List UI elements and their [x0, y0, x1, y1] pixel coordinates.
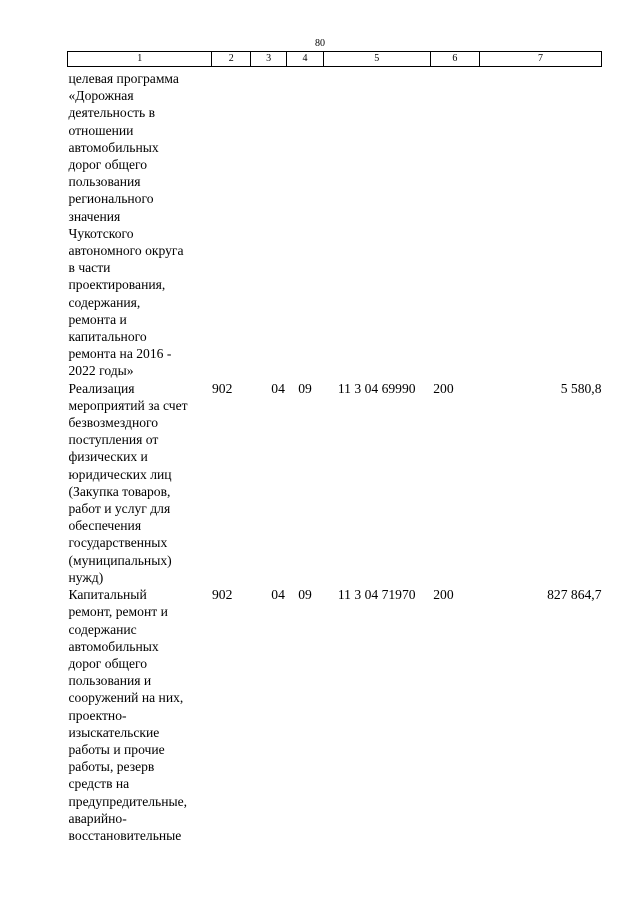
row-name-line: работы и прочие	[68, 741, 165, 757]
row-name-cell	[68, 67, 212, 380]
row-name-cell	[68, 380, 212, 586]
row-name-line: значения	[68, 208, 121, 224]
row-name-line: 2022 годы»	[68, 363, 134, 379]
expense-type-cell: 200	[433, 380, 454, 396]
row-name-line: ремонт, ремонт и	[68, 604, 168, 620]
column-header-4: 4	[287, 52, 323, 67]
row-name-line: предупредительные,	[68, 793, 188, 809]
row-name-line: нужд)	[68, 569, 104, 585]
row-name-line: целевая программа	[68, 71, 179, 86]
row-name-line: юридических лиц	[68, 466, 172, 482]
row-name-line: проектирования,	[68, 277, 166, 293]
row-name-line: Реализация	[68, 380, 135, 396]
row-name-line: изыскательские	[68, 724, 160, 740]
table-row	[68, 586, 602, 844]
target-article-cell: 11 3 04 69990	[337, 380, 416, 396]
subsection-code-cell: 09	[298, 587, 312, 603]
table-header	[68, 52, 602, 67]
row-name-line: (Закупка товаров,	[68, 483, 171, 499]
row-name-line: работ и услуг для	[68, 501, 171, 517]
row-name-line: дорог общего	[68, 655, 148, 671]
row-name-line: сооружений на них,	[68, 690, 184, 706]
row-name-line: автономного округа	[68, 243, 184, 259]
row-name-line: восстановительные	[68, 827, 182, 843]
budget-table	[67, 51, 602, 844]
row-name-line: Чукотского	[68, 225, 134, 241]
row-name-line: (муниципальных)	[68, 552, 172, 568]
row-name-line: пользования и	[68, 673, 152, 689]
page-number: 80	[315, 38, 325, 49]
table-body	[68, 67, 602, 845]
column-header-7: 7	[479, 52, 601, 67]
table-row	[68, 380, 602, 586]
row-name-line: регионального	[68, 191, 154, 207]
section-code-cell: 04	[271, 587, 285, 603]
admin-code-cell	[212, 67, 251, 380]
row-name-line: пользования	[68, 174, 141, 190]
row-name-line: деятельность в	[68, 105, 156, 121]
column-number-row	[68, 52, 602, 67]
column-header-6: 6	[430, 52, 479, 67]
amount-cell: 827 864,7	[547, 587, 602, 603]
row-name-line: ремонта и	[68, 311, 127, 327]
row-name-cell	[68, 586, 212, 844]
row-name-line: в части	[68, 260, 111, 276]
row-name-line: мероприятий за счет	[68, 397, 188, 413]
row-name-line: средств на	[68, 776, 130, 792]
expense-type-cell: 200	[433, 587, 454, 603]
row-name-line: поступления от	[68, 432, 159, 448]
row-name-line: ремонта на 2016 -	[68, 346, 172, 362]
target-article-cell	[323, 67, 430, 380]
row-name-line: содержанис	[68, 621, 137, 637]
row-name-line: содержания,	[68, 294, 141, 310]
subsection-code-cell: 09	[298, 380, 312, 396]
row-name-line: капитального	[68, 329, 147, 345]
row-name-line: дорог общего	[68, 157, 148, 173]
admin-code-cell: 902	[211, 587, 233, 603]
subsection-code-cell	[287, 67, 323, 380]
amount-cell	[479, 67, 601, 380]
row-name-line: аварийно-	[68, 810, 127, 826]
row-name-line: государственных	[68, 535, 168, 551]
row-name-line: обеспечения	[68, 518, 142, 534]
row-name-line: автомобильных	[68, 638, 159, 654]
row-name-line: «Дорожная	[68, 88, 134, 104]
section-code-cell: 04	[271, 380, 285, 396]
admin-code-cell: 902	[211, 380, 233, 396]
row-name-line: работы, резерв	[68, 759, 155, 775]
row-name-line: Капитальный	[68, 587, 147, 603]
amount-cell: 5 580,8	[560, 380, 602, 396]
target-article-cell: 11 3 04 71970	[337, 587, 416, 603]
expense-type-cell	[430, 67, 479, 380]
column-header-3: 3	[250, 52, 286, 67]
column-header-2: 2	[212, 52, 251, 67]
section-code-cell	[250, 67, 286, 380]
row-name-line: отношении	[68, 122, 134, 138]
row-name-line: автомобильных	[68, 139, 159, 155]
column-header-5: 5	[323, 52, 430, 67]
row-name-line: проектно-	[68, 707, 127, 723]
table-row	[68, 67, 602, 380]
column-header-1: 1	[68, 52, 212, 67]
row-name-line: физических и	[68, 449, 148, 465]
row-name-line: безвозмездного	[68, 415, 159, 431]
